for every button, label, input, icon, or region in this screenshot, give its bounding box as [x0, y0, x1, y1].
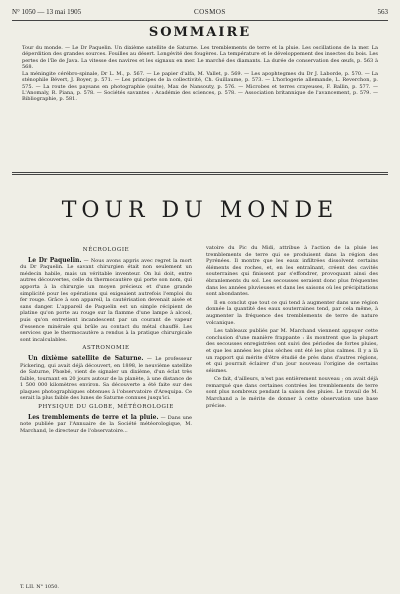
left-column	[20, 245, 192, 436]
sommaire-paragraph: Tour du monde. — Le Dr Paquelin. Un dixième satellite de Saturne. Les tremblements de terre et la pluie. Les oscillations de la mer. La déperdition des grandes sources. Fouilles au désert. Longévité des fougères. La température et le développement des insectes du bois. Les pertes de l'île de Java. La vitesse des navires et les signaux en mer. Le marché des diamants. La durée de conservation des œufs, p. 563 à 568.	[22, 45, 378, 70]
section-heading: ASTRONOMIE	[82, 345, 130, 352]
running-header	[12, 6, 388, 20]
section-rule-double	[12, 174, 388, 175]
article-title: Un dixième satellite de Saturne.	[28, 354, 144, 362]
article-text: — Dans une note publiée par l'Annuaire de la Société météorologique, M. Marchand, le directeur de l'observatoire...	[20, 414, 192, 434]
section-rule	[12, 172, 388, 173]
page-number: 563	[377, 8, 388, 16]
article-text: Il en conclut que tout ce qui tend à augmenter dans une région donnée la quantité des eaux souterraines tend, par cela même, à augmenter la fréquence des tremblements de terre de nature volcanique.	[206, 299, 378, 326]
journal-name: COSMOS	[194, 8, 226, 16]
sommaire-paragraph: La méningite cérébro-spinale, Dr L. M., p. 567. — Le papier d'alfa, M. Vallet, p. 569. — Les apophtegmes du Dr J. Laborde, p. 570. — La sténophile Bévert, J. Boyer, p. 571. — Les principes de la collectivité, Ch. Guillaume, p. 573. — L'horlogerie allemande, L. Reverchon, p. 575. — La route des paysans en photographie (suite), Max de Nansouty, p. 576. — Microbes et terres crayeuses, F. Ballin, p. 577. — L'Anomaly, R. Piana, p. 578. — Sociétés savantes : Académie des sciences, p. 578. — Association britannique de l'avancement, p. 579. — Bibliographie, p. 581.	[22, 71, 378, 103]
article-text: Les tableaux publiés par M. Marchand viennent appuyer cette conclusion d'une manière frappante : ils montrent que la plupart des secousses enregistrées ont suivi des périodes de fortes pluies, et que les années les plus sèches ont été les plus calmes. Il y a là un rapport qui mérite d'être étudié de près dans d'autres régions, et qui pourrait éclairer d'un jour nouveau l'origine de certains séismes.	[206, 328, 378, 374]
section-title: TOUR DU MONDE	[61, 198, 339, 223]
article-text: — Nous avons appris avec regret la mort du Dr Paquelin. Le savant chirurgien était non seulement un médecin habile, mais un véritable inventeur. On lui doit, entre autres découvertes, celle du thermocautère qui porte son nom, qui apporta à la chirurgie un moyen précieux et d'une grande simplicité pour les opérations qui exigeaient autrefois l'emploi du fer rouge. Grâce à son appareil, la cautérisation devenait aisée et sans danger. L'appareil de Paquelin est un simple récipient de platine qu'on porte au rouge sur la flamme d'une lampe à alcool, puis qu'on entretient incandescent par un courant de vapeur d'essence minérale qui brûle au contact du métal chauffé. Les services que le thermocautère a rendus à la pratique chirurgicale sont incalculables.	[20, 257, 193, 343]
article-text: Ce fait, d'ailleurs, n'est pas entièrement nouveau ; on avait déjà remarqué que dans certaines contrées les tremblements de terre sont plus nombreux pendant la saison des pluies. Le travail de M. Marchand a le mérite de donner à cette observation une base précise.	[206, 376, 378, 409]
article-title: Les tremblements de terre et la pluie.	[28, 413, 159, 421]
article-text: — Le professeur Pickering, qui avait déjà découvert, en 1898, le neuvième satellite de Saturne, Phœbé, vient de signaler un dixième, d'un éclat très faible, tournant en 20 jours autour de la planète, à une distance de 1 500 000 kilomètres environ. Sa découverte a été faite sur des plaques photographiques obtenues à l'observatoire d'Arequipa. Ce serait la plus faible des lunes de Saturne connues jusqu'ici.	[20, 355, 192, 402]
issue-number: N° 1050 — 13 mai 1905	[12, 8, 82, 16]
sommaire-body	[22, 45, 378, 104]
sommaire-title: SOMMAIRE	[148, 25, 252, 40]
article-text: vatoire du Pic du Midi, attribue à l'action de la pluie les tremblements de terre qui se produisent dans la région des Pyrénées. Il montre que les eaux infiltrées dissolvent certains éléments des roches, et, en les entraînant, créent des cavités souterraines qui finissent par s'effondrer, provoquant ainsi des ébranlements du sol. Les secousses seraient donc plus fréquentes dans les années pluvieuses et dans les saisons où les précipitations sont abondantes.	[206, 245, 378, 298]
section-heading: NÉCROLOGIE	[82, 247, 130, 253]
section-heading: PHYSIQUE DU GLOBE, MÉTÉOROLOGIE	[38, 404, 174, 411]
header-rule	[12, 20, 388, 21]
right-column	[206, 245, 378, 411]
volume-footer: T. LII. N° 1050.	[20, 584, 60, 590]
article-title: Le Dr Paquelin.	[28, 256, 82, 264]
